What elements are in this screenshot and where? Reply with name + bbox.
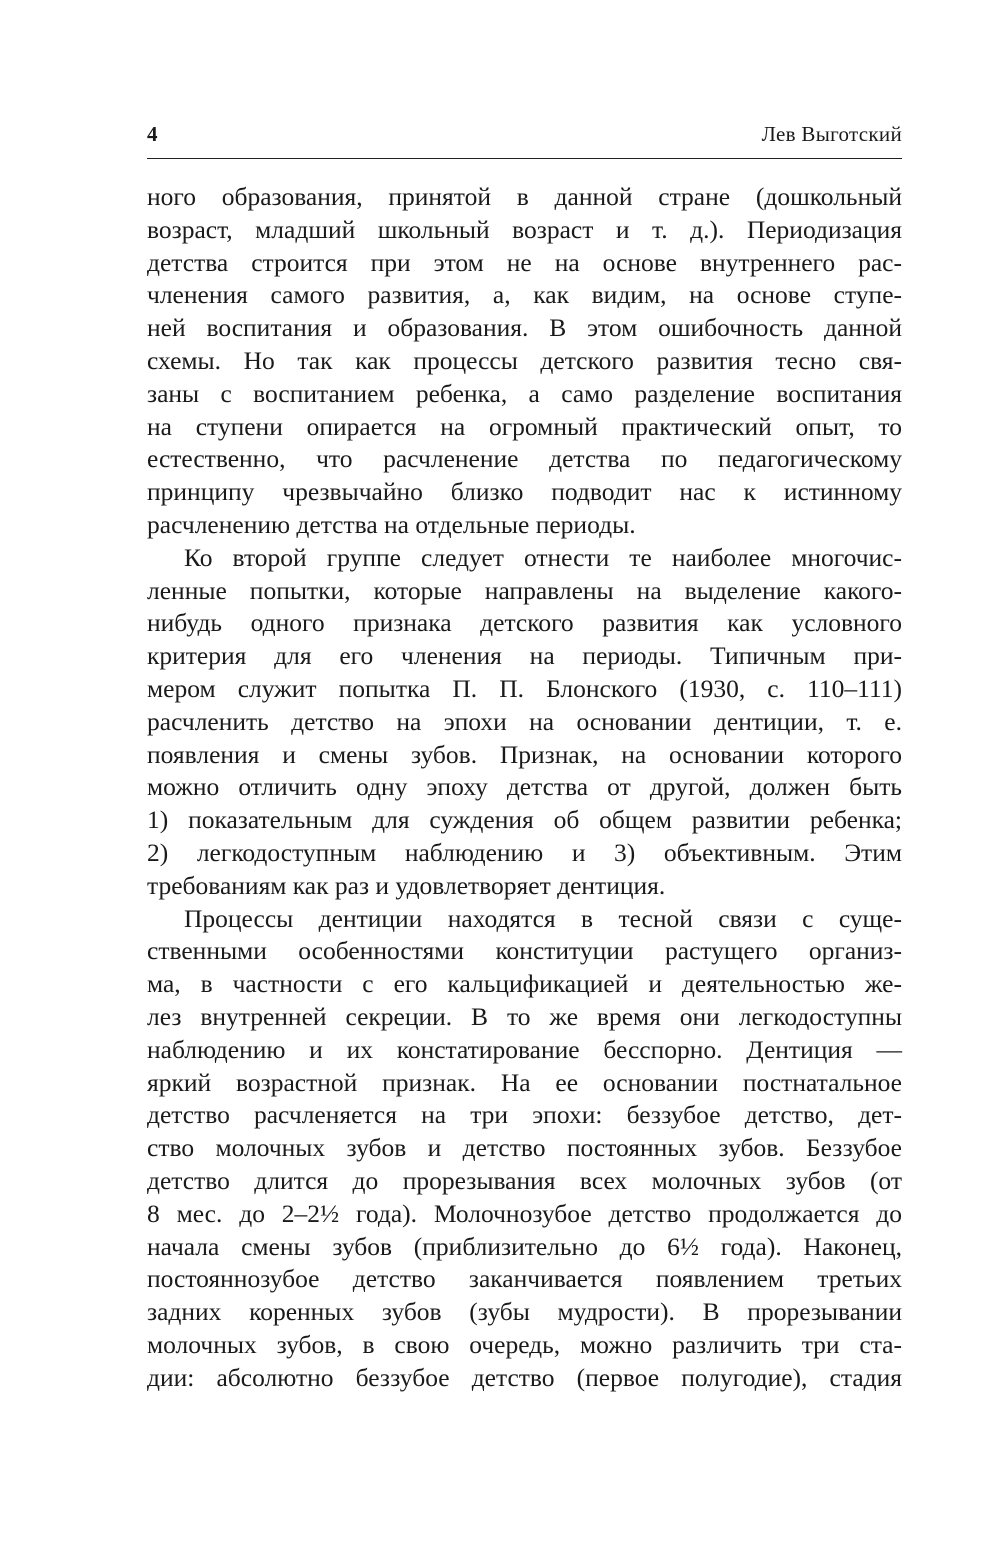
text-line: задних коренных зубов (зубы мудрости). В прорезывании: [147, 1297, 902, 1327]
text-line: ство молочных зубов и детство постоянных зубов. Беззубое: [147, 1133, 902, 1163]
text-line: Ко второй группе следует отнести те наиболее многочис-: [184, 542, 902, 572]
text-line: 2) легкодоступным наблюдению и 3) объективным. Этим: [147, 837, 902, 867]
text-line: естественно, что расчленение детства по педагогическому: [147, 444, 902, 474]
text-line: нибудь одного признака детского развития как условного: [147, 608, 902, 638]
body-text: [147, 181, 902, 1394]
text-line: ней воспитания и образования. В этом ошибочность данной: [147, 313, 902, 343]
text-line: схемы. Но так как процессы детского развития тесно свя-: [147, 345, 902, 375]
text-line: появления и смены зубов. Признак, на основании которого: [147, 739, 902, 769]
text-line: принципу чрезвычайно близко подводит нас к истинному: [147, 477, 902, 507]
running-header: [147, 118, 902, 159]
text-line: детство длится до прорезывания всех молочных зубов (от: [147, 1165, 902, 1195]
text-line: начала смены зубов (приблизительно до 6½ года). Наконец,: [147, 1231, 902, 1261]
text-line: детства строится при этом не на основе внутреннего рас-: [147, 247, 902, 277]
text-line: критерия для его членения на периоды. Типичным при-: [147, 641, 902, 671]
text-line: молочных зубов, в свою очередь, можно различить три ста-: [147, 1329, 902, 1359]
text-line: ленные попытки, которые направлены на выделение какого-: [147, 575, 902, 605]
text-line: яркий возрастной признак. На ее основании постнатальное: [147, 1067, 902, 1097]
text-line: постояннозубое детство заканчивается появлением третьих: [147, 1264, 902, 1294]
text-line: ного образования, принятой в данной стране (дошкольный: [147, 182, 902, 211]
text-line: заны с воспитанием ребенка, а само разделение воспитания: [147, 378, 902, 408]
running-head-author: Лев Выготский: [761, 122, 902, 146]
text-line: требованиям как раз и удовлетворяет дентиция.: [147, 870, 666, 900]
text-line: ственными особенностями конституции растущего организ-: [147, 936, 902, 966]
text-line: дии: абсолютно беззубое детство (первое полугодие), стадия: [147, 1362, 902, 1392]
text-line: 1) показательным для суждения об общем развитии ребенка;: [147, 805, 902, 835]
paragraph-3: [147, 903, 902, 1395]
text-line: детство расчленяется на три эпохи: беззубое детство, дет-: [147, 1100, 902, 1130]
text-line: возраст, младший школьный возраст и т. д.). Периодизация: [147, 214, 902, 244]
text-line: расчленить детство на эпохи на основании дентиции, т. е.: [147, 706, 902, 736]
text-line: можно отличить одну эпоху детства от другой, должен быть: [147, 772, 902, 802]
paragraph-1: [147, 181, 902, 542]
text-line: мером служит попытка П. П. Блонского (1930, с. 110–111): [147, 673, 902, 703]
text-line: расчленению детства на отдельные периоды.: [147, 509, 636, 539]
text-line: наблюдению и их констатирование бесспорно. Дентиция —: [147, 1034, 902, 1064]
text-line: ма, в частности с его кальцификацией и деятельностью же-: [147, 969, 902, 999]
text-line: Процессы дентиции находятся в тесной связи с суще-: [184, 903, 902, 933]
text-line: 8 мес. до 2–2½ года). Молочнозубое детство продолжается до: [147, 1198, 902, 1228]
page-number: 4: [147, 122, 158, 146]
text-line: лез внутренней секреции. В то же время они легкодоступны: [147, 1001, 902, 1031]
paragraph-2: [147, 542, 902, 903]
text-line: членения самого развития, а, как видим, на основе ступе-: [147, 280, 902, 310]
text-line: на ступени опирается на огромный практический опыт, то: [147, 411, 902, 441]
